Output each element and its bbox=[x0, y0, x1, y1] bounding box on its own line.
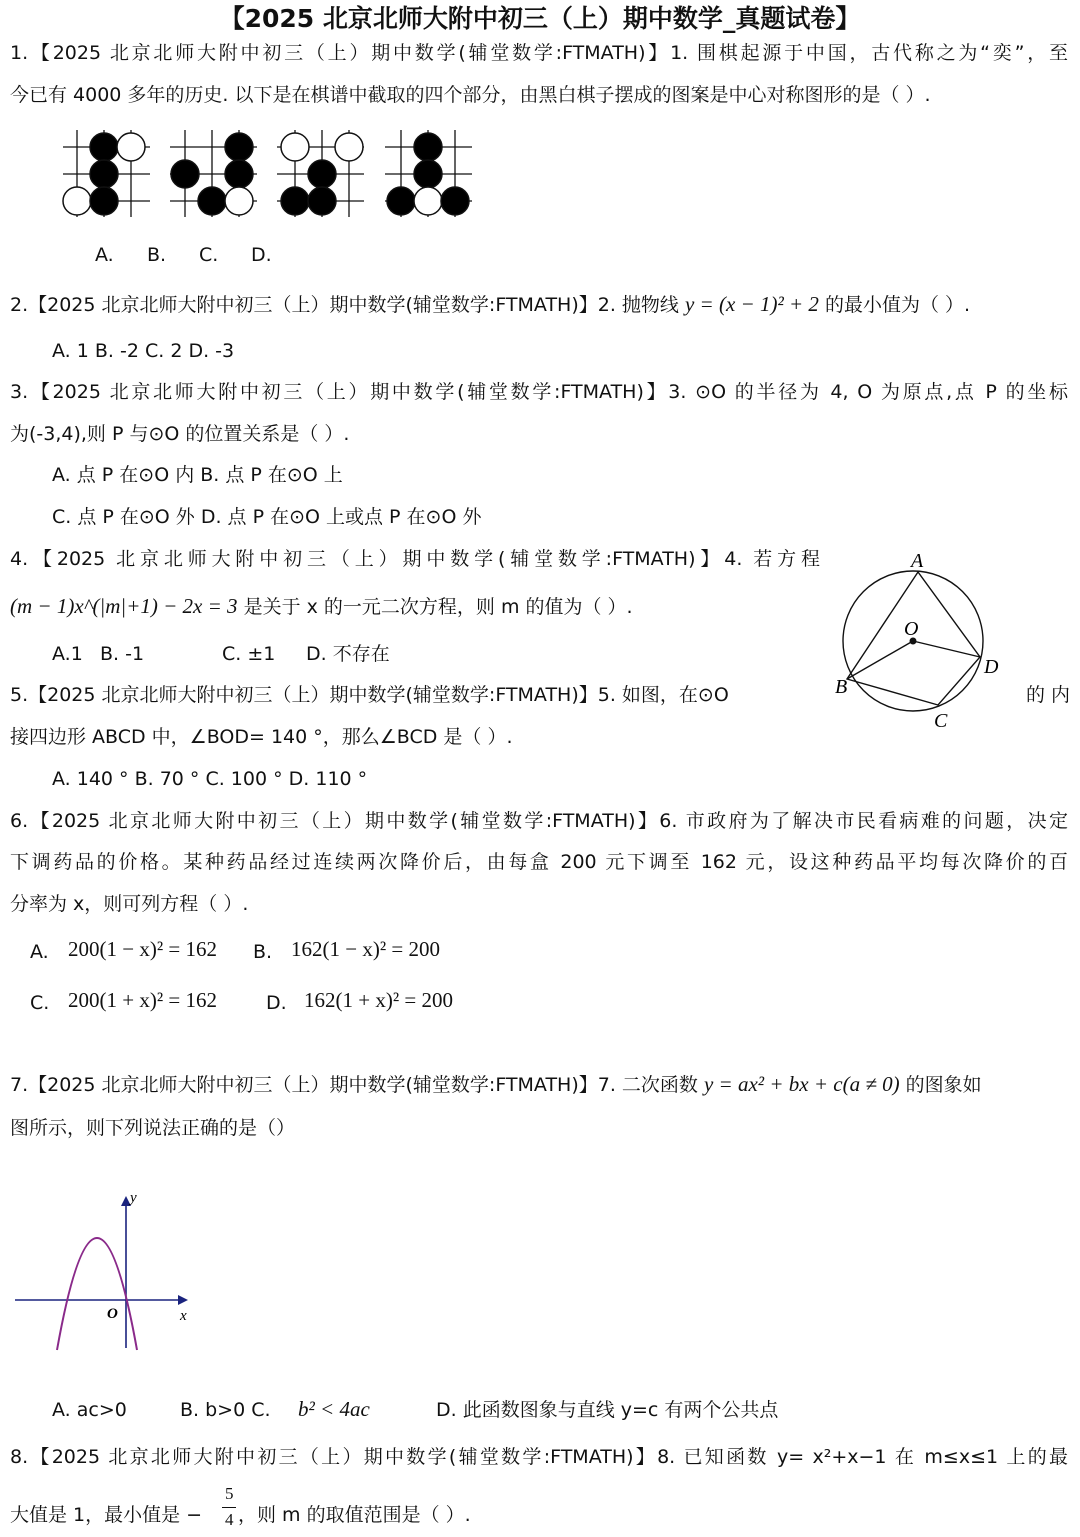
q1-option-a: A. bbox=[95, 244, 114, 266]
q4-option-b: B. -1 bbox=[100, 643, 145, 665]
q5-circle-figure bbox=[830, 545, 1010, 735]
q8-stem-line2-prefix: 大值是 1，最小值是 − bbox=[10, 1504, 203, 1526]
q4-stem-suffix: 是关于 x 的一元二次方程，则 m 的值为（ ）. bbox=[243, 596, 633, 618]
q6-stem-line3: 分率为 x，则可列方程（ ）. bbox=[10, 893, 249, 915]
q7-parabola-graph bbox=[10, 1188, 200, 1358]
q7-stem-line1 bbox=[10, 1072, 982, 1097]
q5-stem-line2: 接四边形 ABCD 中，∠BOD= 140 °，那么∠BCD 是（ ）. bbox=[10, 726, 513, 748]
q6-option-a: 200(1 − x)² = 162 bbox=[68, 937, 217, 961]
go-board-figures bbox=[55, 125, 485, 225]
q7-axis-x-label: x bbox=[180, 1308, 187, 1324]
q6-stem-line1: 6.【2025 北京北师大附中初三（上）期中数学(辅堂数学:FTMATH)】6. 市政府为了解决市民看病难的问题，决定 bbox=[10, 810, 1068, 832]
q1-option-c: C. bbox=[199, 244, 219, 266]
q6-stem-line2: 下调药品的价格。某种药品经过连续两次降价后，由每盒 200 元下调至 162 元，设这种药品平均每次降价的百 bbox=[10, 851, 1068, 873]
q1-option-d: D. bbox=[251, 244, 272, 266]
q7-stem-prefix: 7.【2025 北京北师大附中初三（上）期中数学(辅堂数学:FTMATH)】7. 二次函数 bbox=[10, 1074, 698, 1096]
q8-fraction-denominator: 4 bbox=[225, 1510, 234, 1529]
q7-axis-y-label: y bbox=[130, 1190, 137, 1206]
q7-stem-line2: 图所示，则下列说法正确的是（） bbox=[10, 1117, 296, 1139]
q8-fraction-bar bbox=[222, 1507, 236, 1508]
q8-fraction-numerator: 5 bbox=[225, 1484, 234, 1503]
q7-option-c: b² < 4ac bbox=[298, 1397, 370, 1421]
q7-formula: y = ax² + bx + c(a ≠ 0) bbox=[703, 1072, 900, 1096]
q2-formula: y = (x − 1)² + 2 bbox=[684, 292, 819, 316]
q3-stem-line2: 为(-3,4),则 P 与⊙O 的位置关系是（ ）. bbox=[10, 423, 350, 445]
q7-stem-suffix: 的图象如 bbox=[905, 1074, 982, 1096]
q7-option-b: B. b>0 C. bbox=[180, 1399, 271, 1421]
q4-option-a: A.1 bbox=[52, 643, 83, 665]
q5-label-b: B bbox=[835, 676, 848, 698]
q6-option-d: 162(1 + x)² = 200 bbox=[304, 988, 453, 1012]
q2-stem bbox=[10, 292, 970, 317]
q2-options: A. 1 B. -2 C. 2 D. -3 bbox=[52, 340, 235, 362]
q5-stem-line1-right: 的 内 bbox=[1025, 684, 1070, 706]
page-title: 【2025 北京北师大附中初三（上）期中数学_真题试卷】 bbox=[219, 4, 861, 33]
q5-stem-line1-left: 5.【2025 北京北师大附中初三（上）期中数学(辅堂数学:FTMATH)】5. 如图，在⊙O bbox=[10, 684, 729, 706]
q4-option-d: D. 不存在 bbox=[306, 643, 390, 665]
q1-stem-line2: 今已有 4000 多年的历史. 以下是在棋谱中截取的四个部分，由黑白棋子摆成的图案是中心对称图形的是（ ）. bbox=[10, 84, 931, 106]
q4-formula: (m − 1)x^(|m|+1) − 2x = 3 bbox=[10, 594, 238, 618]
q1-option-b: B. bbox=[147, 244, 167, 266]
q6-option-b-label: B. bbox=[253, 941, 273, 963]
q4-stem-line1: 4.【2025 北京北师大附中初三（上）期中数学(辅堂数学:FTMATH)】4. 若方程 bbox=[10, 548, 820, 570]
q8-stem-line2-suffix: ，则 m 的取值范围是（ ）. bbox=[238, 1504, 471, 1526]
q5-label-c: C bbox=[934, 710, 948, 732]
q3-options-row2: C. 点 P 在⊙O 外 D. 点 P 在⊙O 上或点 P 在⊙O 外 bbox=[52, 506, 482, 528]
q5-label-a: A bbox=[911, 550, 924, 572]
q6-option-b: 162(1 − x)² = 200 bbox=[291, 937, 440, 961]
q6-option-c: 200(1 + x)² = 162 bbox=[68, 988, 217, 1012]
q3-options-row1: A. 点 P 在⊙O 内 B. 点 P 在⊙O 上 bbox=[52, 464, 343, 486]
q5-label-d: D bbox=[984, 656, 999, 678]
q8-stem-line1: 8.【2025 北京北师大附中初三（上）期中数学(辅堂数学:FTMATH)】8. 已知函数 y= x²+x−1 在 m≤x≤1 上的最 bbox=[10, 1446, 1068, 1468]
q2-stem-prefix: 2.【2025 北京北师大附中初三（上）期中数学(辅堂数学:FTMATH)】2. 抛物线 bbox=[10, 294, 679, 316]
q6-option-a-label: A. bbox=[30, 941, 49, 963]
q2-stem-suffix: 的最小值为（ ）. bbox=[824, 294, 971, 316]
q4-option-c: C. ±1 bbox=[222, 643, 276, 665]
q7-origin-label: O bbox=[107, 1306, 118, 1322]
q3-stem-line1: 3.【2025 北京北师大附中初三（上）期中数学(辅堂数学:FTMATH)】3. ⊙O 的半径为 4, O 为原点,点 P 的坐标 bbox=[10, 381, 1068, 403]
q6-option-d-label: D. bbox=[266, 992, 287, 1014]
q7-option-d: D. 此函数图象与直线 y=c 有两个公共点 bbox=[436, 1399, 779, 1421]
q5-label-o: O bbox=[904, 618, 919, 640]
q5-options: A. 140 ° B. 70 ° C. 100 ° D. 110 ° bbox=[52, 768, 368, 790]
q1-stem-line1: 1.【2025 北京北师大附中初三（上）期中数学(辅堂数学:FTMATH)】1. 围棋起源于中国，古代称之为“奕”，至 bbox=[10, 42, 1068, 64]
q4-stem-line2 bbox=[10, 594, 633, 619]
q6-option-c-label: C. bbox=[30, 992, 50, 1014]
q7-option-a: A. ac>0 bbox=[52, 1399, 127, 1421]
